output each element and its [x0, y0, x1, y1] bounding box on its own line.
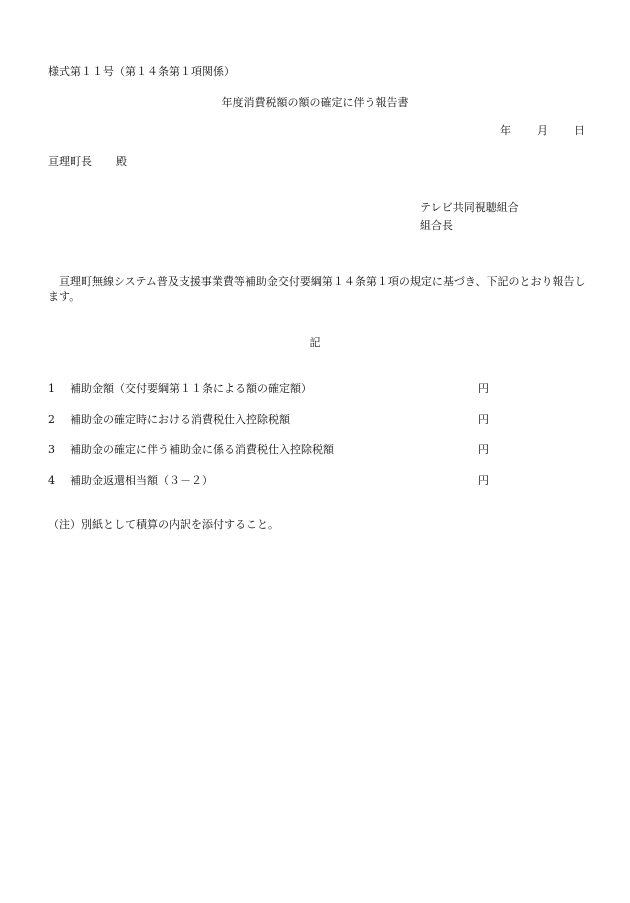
item-label: 補助金額（交付要綱第１１条による額の確定額）: [70, 382, 312, 395]
sender-title: 組合長: [420, 219, 453, 232]
body-paragraph: 亘理町無線システム普及支援事業費等補助金交付要綱第１４条第１項の規定に基づき、下記のとおり報告します。: [48, 275, 586, 303]
date-year: 年: [500, 124, 511, 137]
addressee-honorific: 殿: [116, 155, 127, 168]
addressee-name: 亘理町長: [48, 155, 92, 168]
form-number: 様式第１１号（第１４条第１項関係）: [48, 65, 235, 78]
sender-block: [420, 199, 519, 235]
item-label: 補助金の確定に伴う補助金に係る消費税仕入控除税額: [70, 443, 334, 456]
date-line: [500, 124, 585, 138]
item-unit: 円: [478, 443, 489, 456]
item-label: 補助金の確定時における消費税仕入控除税額: [70, 413, 290, 426]
document-title: 年度消費税額の額の確定に伴う報告書: [221, 96, 409, 109]
item-number: 2: [48, 413, 55, 426]
item-unit: 円: [478, 382, 489, 395]
ki-heading: 記: [309, 336, 321, 349]
item-number: 3: [48, 443, 55, 456]
addressee: [48, 155, 127, 169]
list-item: [48, 443, 334, 457]
item-label: 補助金返還相当額（３－２）: [70, 474, 213, 487]
item-number: 1: [48, 382, 55, 395]
date-day: 日: [574, 124, 585, 137]
sender-organization: テレビ共同視聴組合: [420, 201, 519, 214]
date-month: 月: [537, 124, 548, 137]
list-item: [48, 382, 312, 396]
footnote: （注）別紙として積算の内訳を添付すること。: [48, 518, 279, 531]
item-number: 4: [48, 474, 55, 487]
item-unit: 円: [478, 413, 489, 426]
list-item: [48, 413, 290, 427]
item-unit: 円: [478, 474, 489, 487]
list-item: [48, 474, 213, 488]
